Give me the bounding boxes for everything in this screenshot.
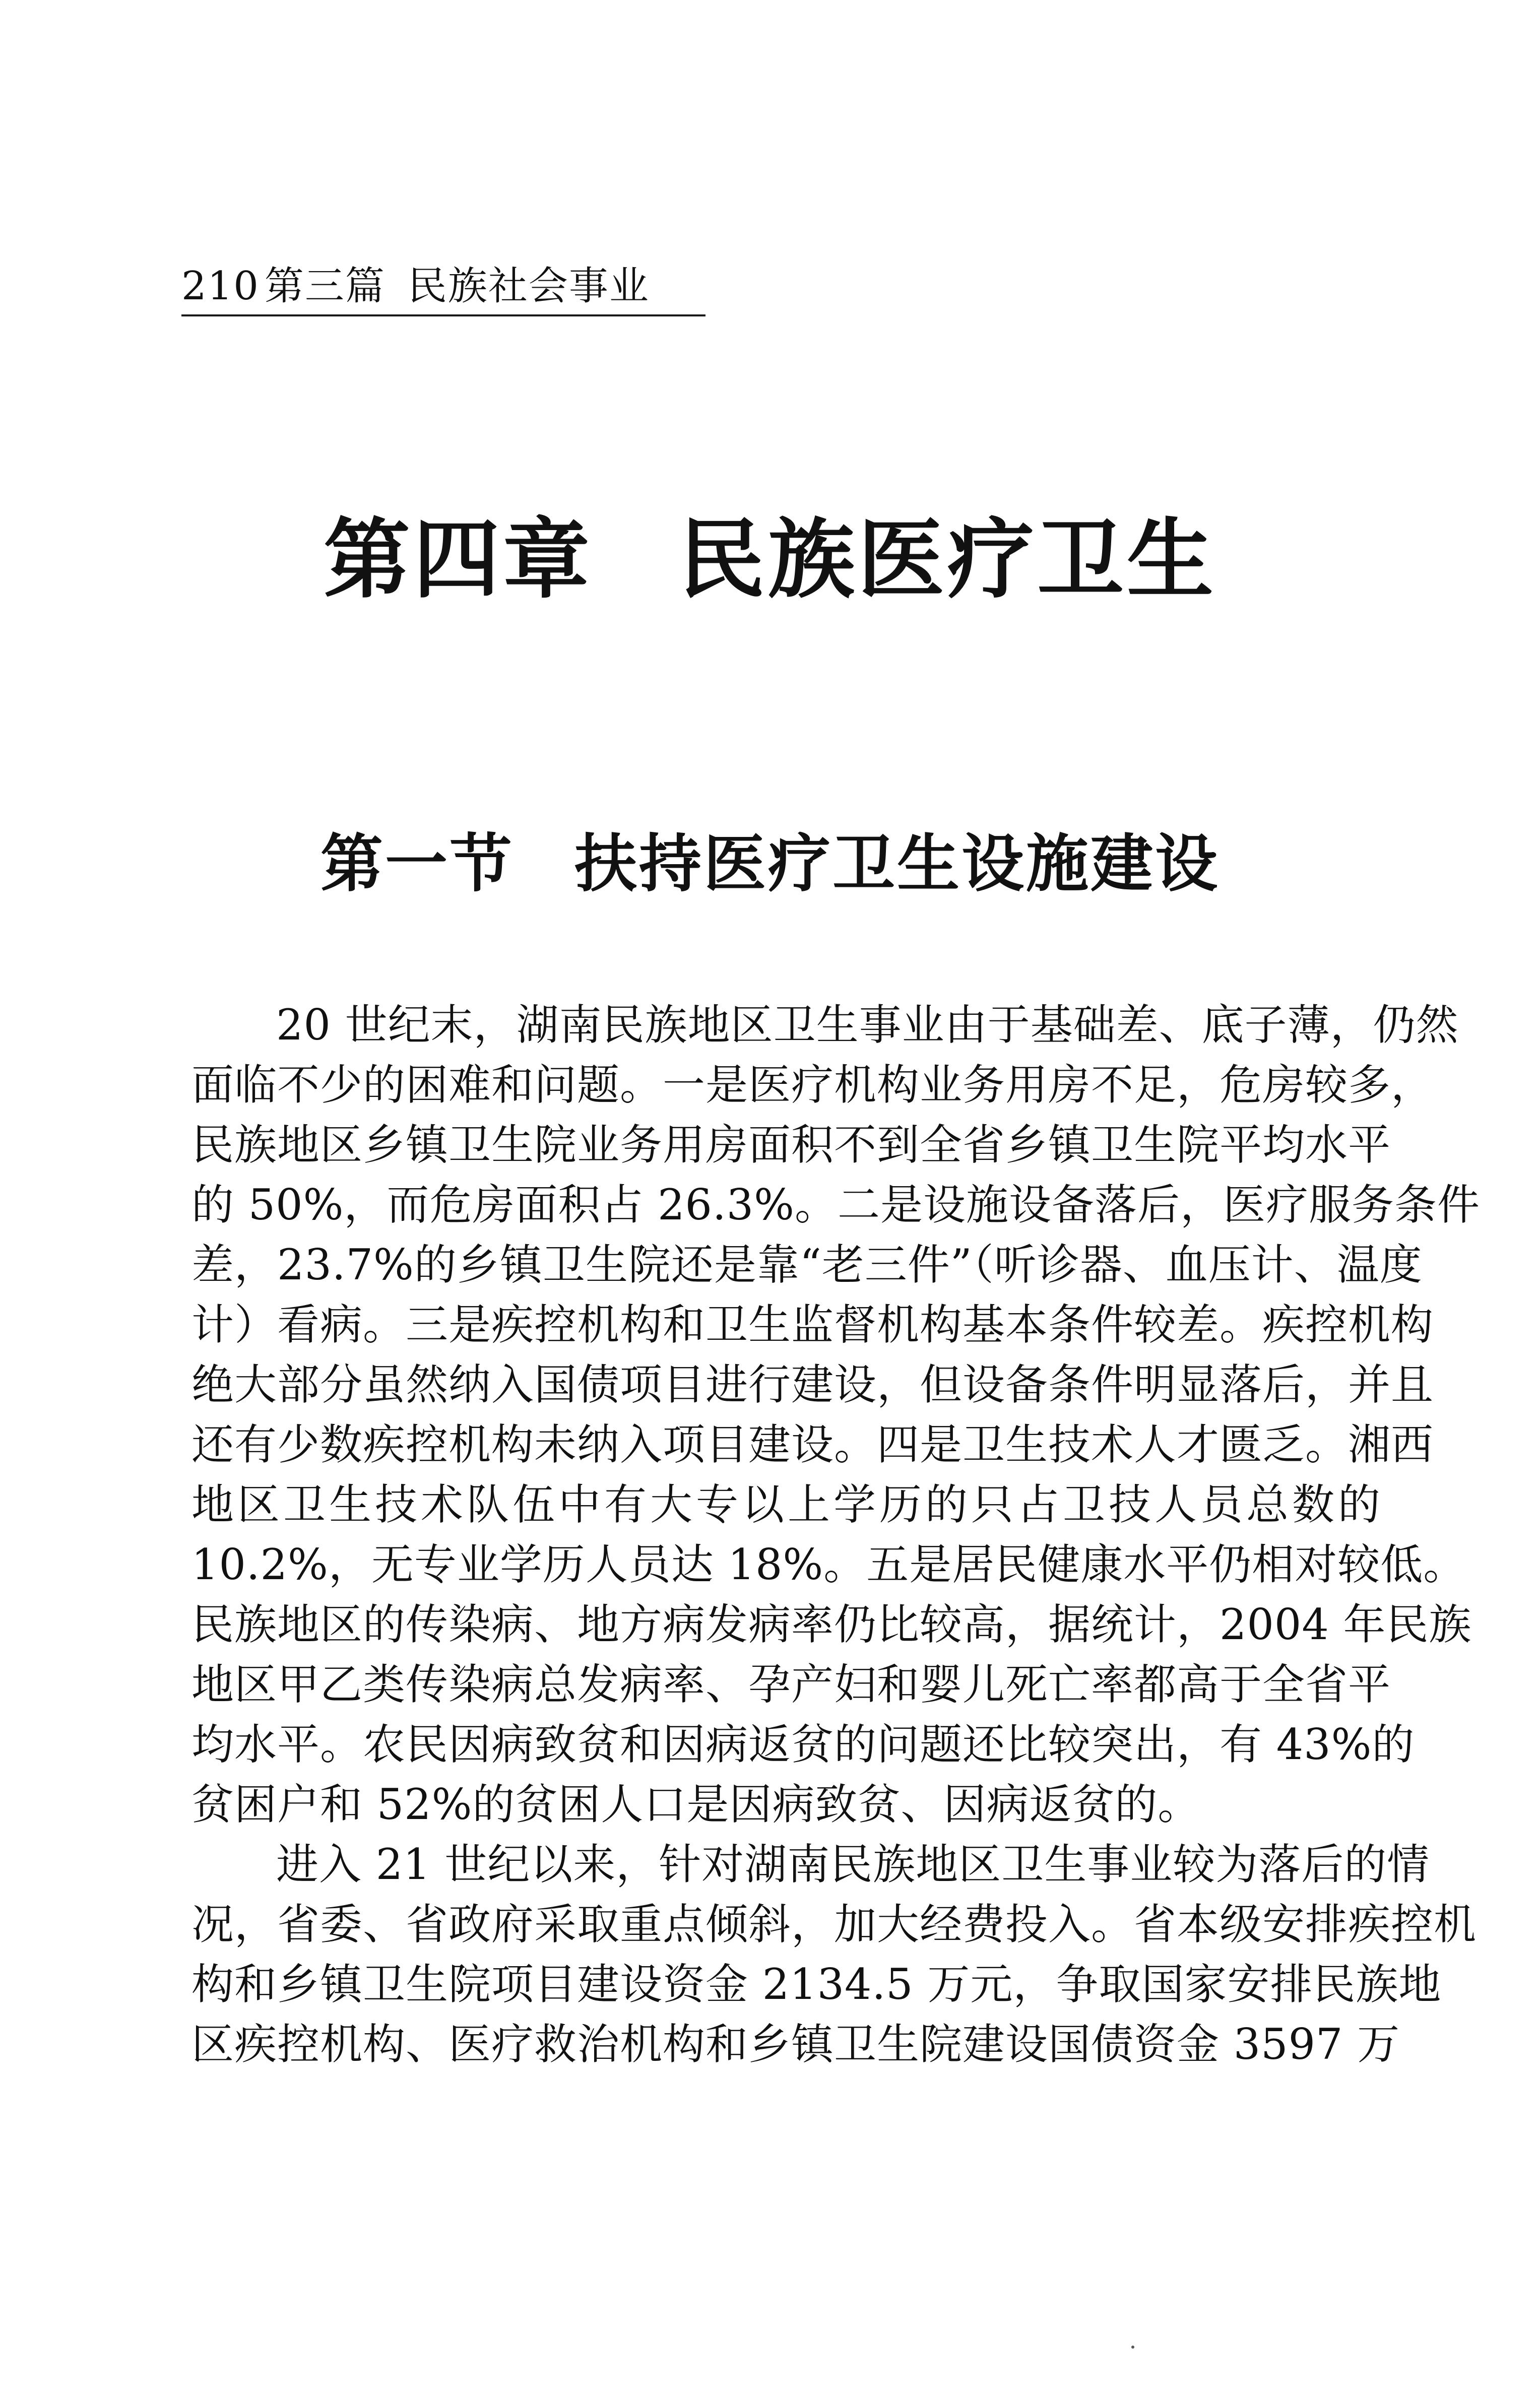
chapter-name: 民族医疗卫生 <box>678 508 1216 610</box>
section-title <box>0 826 1540 902</box>
text-line: 均水平。农民因病致贫和因病返贫的问题还比较突出，有 43%的 <box>191 1720 1415 1769</box>
text-line: 进入 21 世纪以来，针对湖南民族地区卫生事业较为落后的情 <box>276 1840 1430 1889</box>
text-line: 面临不少的困难和问题。一是医疗机构业务用房不足，危房较多， <box>191 1060 1434 1110</box>
text-line: 地区甲乙类传染病总发病率、孕产妇和婴儿死亡率都高于全省平 <box>191 1660 1391 1709</box>
scan-speck <box>1131 2346 1134 2349</box>
chapter-title <box>0 509 1540 610</box>
text-line: 贫困户和 52%的贫困人口是因病致贫、因病返贫的。 <box>191 1780 1201 1829</box>
text-line: 民族地区乡镇卫生院业务用房面积不到全省乡镇卫生院平均水平 <box>191 1120 1391 1170</box>
text-line: 差，23.7%的乡镇卫生院还是靠“老三件”（听诊器、血压计、温度 <box>191 1240 1423 1289</box>
section-name: 扶持医疗卫生设施建设 <box>574 827 1220 900</box>
text-line: 地区卫生技术队伍中有大专以上学历的只占卫技人员总数的 <box>191 1480 1381 1529</box>
body-text <box>191 995 1480 2074</box>
part-label: 第三篇 <box>264 264 386 309</box>
text-line: 的 50%，而危房面积占 26.3%。二是设施设备落后，医疗服务条件 <box>191 1180 1480 1229</box>
text-line: 区疾控机构、医疗救治机构和乡镇卫生院建设国债资金 3597 万 <box>191 2020 1400 2069</box>
chapter-number: 第四章 <box>324 508 593 610</box>
page-number: 210 <box>181 264 260 309</box>
text-line: 绝大部分虽然纳入国债项目进行建设，但设备条件明显落后，并且 <box>191 1360 1434 1409</box>
text-line: 构和乡镇卫生院项目建设资金 2134.5 万元，争取国家安排民族地 <box>191 1960 1442 2009</box>
text-line: 还有少数疾控机构未纳入项目建设。四是卫生技术人才匮乏。湘西 <box>191 1420 1434 1469</box>
text-line: 况，省委、省政府采取重点倾斜，加大经费投入。省本级安排疾控机 <box>191 1900 1477 1949</box>
part-title: 民族社会事业 <box>407 264 650 309</box>
running-header <box>181 262 705 316</box>
text-line: 计）看病。三是疾控机构和卫生监督机构基本条件较差。疾控机构 <box>191 1300 1434 1349</box>
section-number: 第一节 <box>320 827 514 900</box>
text-line: 10.2%，无专业学历人员达 18%。五是居民健康水平仍相对较低。 <box>191 1540 1466 1589</box>
text-line: 20 世纪末，湖南民族地区卫生事业由于基础差、底子薄，仍然 <box>276 1000 1459 1050</box>
text-line: 民族地区的传染病、地方病发病率仍比较高，据统计，2004 年民族 <box>191 1600 1472 1649</box>
